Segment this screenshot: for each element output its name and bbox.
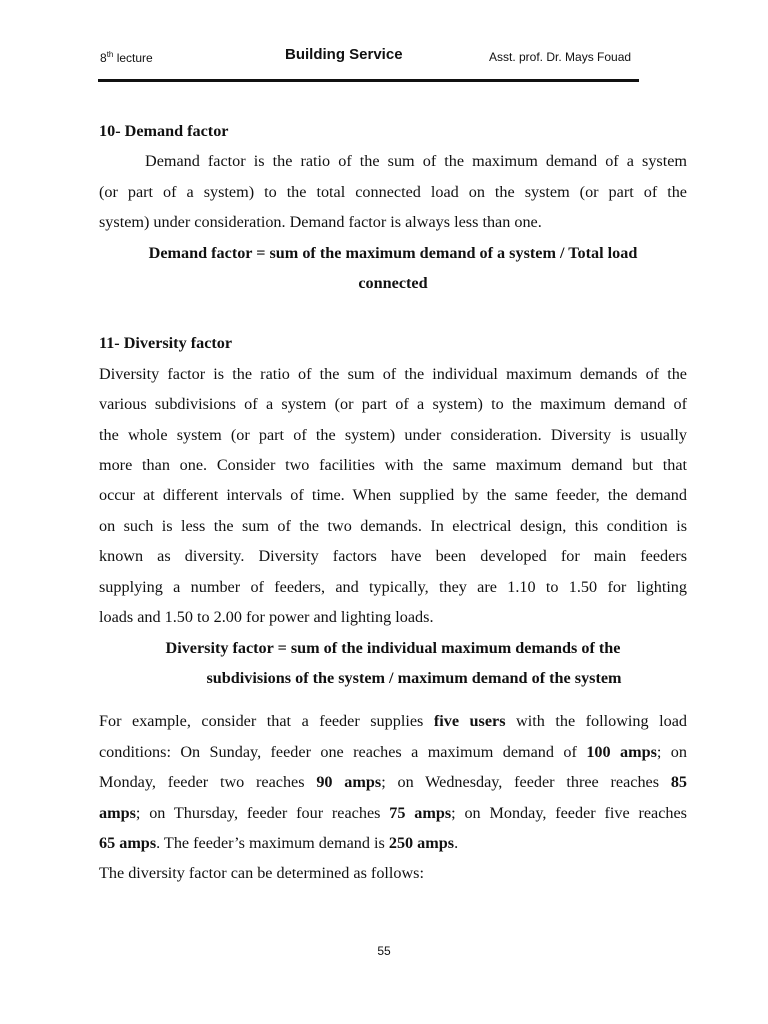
demand-factor-heading: 10- Demand factor [99, 122, 229, 140]
diversity-factor-formula: Diversity factor = sum of the individual maximum demands of the subdivisions of the system / maximum demand of the system [165, 638, 622, 687]
course-title: Building Service [285, 46, 403, 63]
page-body [99, 116, 687, 889]
header-divider [98, 79, 639, 82]
page-number: 55 [377, 944, 391, 958]
closing-sentence: The diversity factor can be determined as follows: [99, 864, 424, 883]
diversity-factor-heading: 11- Diversity factor [99, 334, 233, 353]
page-header [100, 44, 638, 68]
demand-factor-paragraph: Demand factor is the ratio of the sum of the maximum demand of a system (or part of a system) to the total connected load on the system (or part of the system) under consideration. Demand factor is always less than one. [99, 152, 687, 232]
lecture-label: 8th lecture [100, 50, 153, 65]
example-paragraph: For example, consider that a feeder supplies five users with the following load conditions: On Sunday, feeder one reaches a maximum demand of 100 amps; on Monday, feeder two reaches 90 amps; on Wednesday, feeder three reaches 85 amps; on Thursday, feeder four reaches 75 amps; on Monday, feeder five reaches 65 amps. The feeder’s maximum demand is 250 amps. [99, 712, 687, 852]
demand-factor-formula: Demand factor = sum of the maximum demand of a system / Total load connected [148, 243, 638, 293]
author-name: Asst. prof. Dr. Mays Fouad [489, 50, 632, 64]
diversity-factor-paragraph: Diversity factor is the ratio of the sum of the individual maximum demands of the various subdivisions of a system (or part of a system) to the maximum demand of the whole system (or part of the system) under consideration. Diversity is usually more than one. Consider two facilities with the same maximum demand but that occur at different intervals of time. When supplied by the same feeder, the demand on such is less the sum of the two demands. In electrical design, this condition is known as diversity. Diversity factors have been developed for main feeders supplying a number of feeders, and typically, they are 1.10 to 1.50 for lighting loads and 1.50 to 2.00 for power and lighting loads. [99, 364, 687, 627]
